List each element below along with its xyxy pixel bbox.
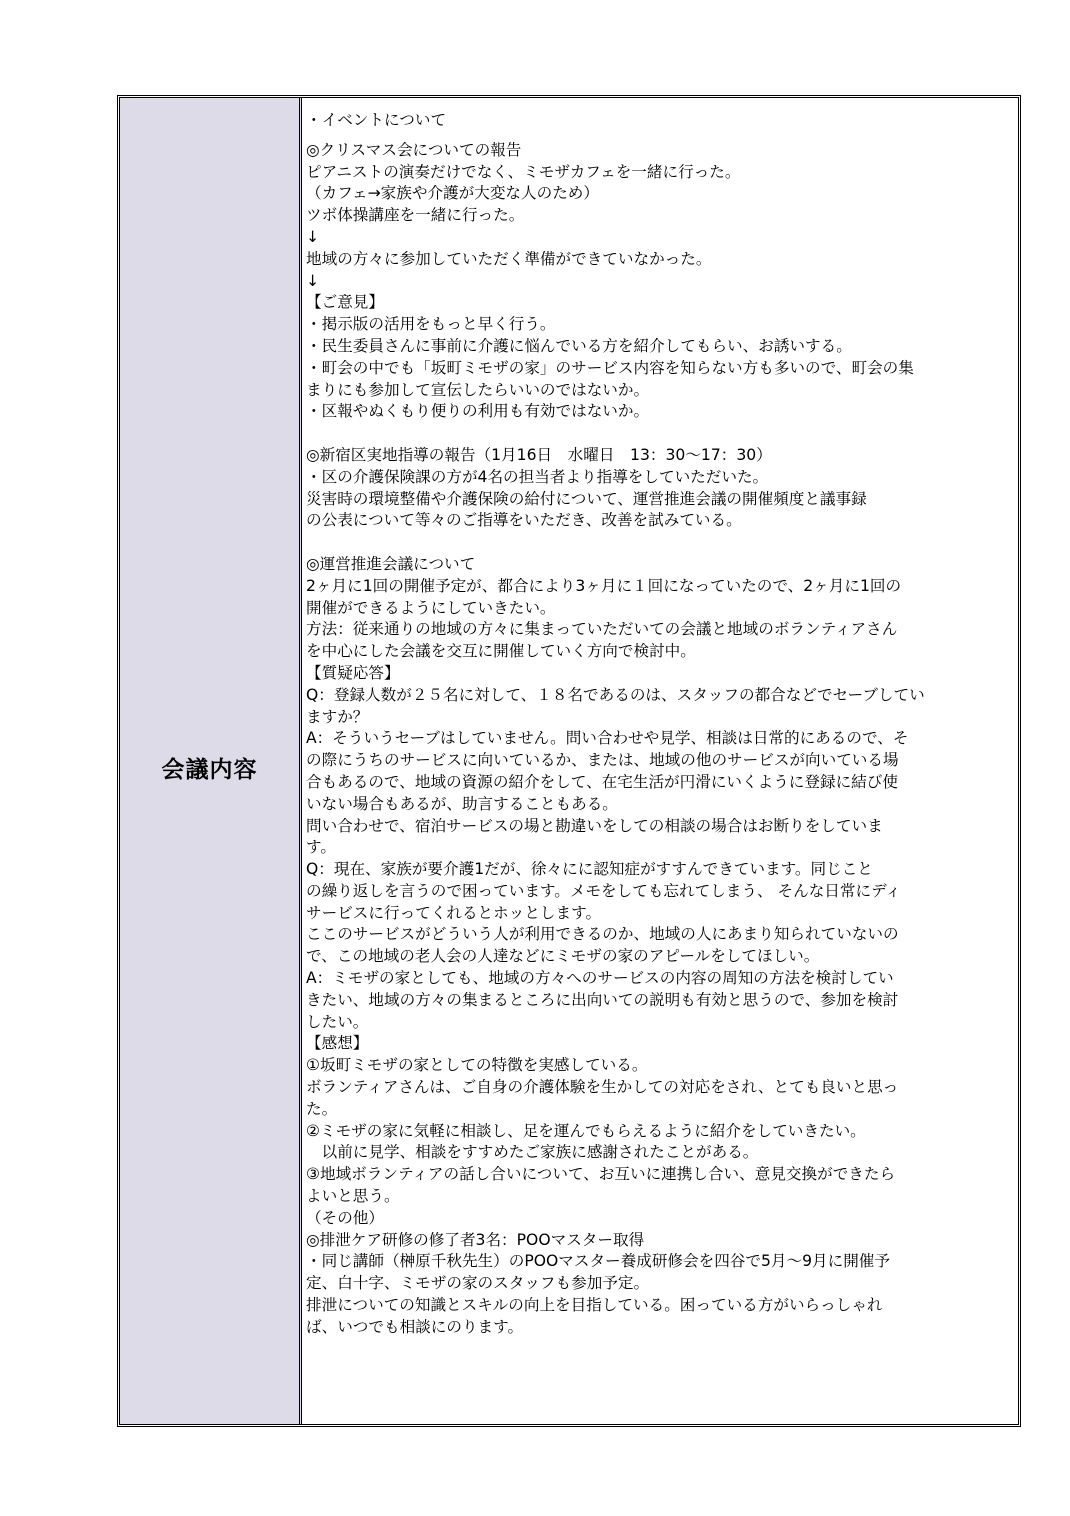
content-line: 合もあるので、地域の資源の紹介をして、在宅生活が円滑にいくように登録に結び使 [306,772,898,791]
content-line: の際にうちのサービスに向いているか、または、地域の他のサービスが向いている場 [306,751,899,770]
content-line: （その他） [306,1208,384,1227]
content-line: の公表について等々のご指導をいただき、改善を試みている。 [306,511,742,530]
content-cell [302,98,1018,1424]
content-line: まりにも参加して宣伝したらいいのではないか。 [306,380,650,399]
content-line: ば、いつでも相談にのります。 [306,1317,524,1336]
content-line: ・イベントについて [306,111,447,129]
content-line: ボランティアさんは、ご自身の介護体験を生かしての対応をされ、とても良いと思っ [306,1078,899,1097]
content-line [306,532,1010,554]
content-line: 以前に見学、相談をすすめたご家族に感謝されたことがある。 [306,1143,759,1162]
content-line: ◎運営推進会議について [306,554,476,573]
content-line: ツボ体操講座を一緒に行った。 [306,206,525,225]
content-line: 排泄についての知識とスキルの向上を目指している。困っている方がいらっしゃれ [306,1296,883,1315]
label-cell [120,98,302,1424]
content-line: 2ヶ月に1回の開催予定が、都合により3ヶ月に１回になっていたので、2ヶ月に1回の [306,576,902,595]
content-line: ・民生委員さんに事前に介護に悩んでいる方を紹介してもらい、お誘いする。 [306,336,852,355]
content-line: ・区の介護保険課の方が4名の担当者より指導をしていただいた。 [306,467,769,486]
content-line: ◎排泄ケア研修の修了者3名：POOマスター取得 [306,1230,645,1249]
content-line: よいと思う。 [306,1187,400,1206]
content-line: 【質疑応答】 [306,663,400,682]
content-line: ・区報やぬくもり便りの利用も有効ではないか。 [306,402,650,421]
content-line: ②ミモザの家に気軽に相談し、足を運んでもらえるように紹介をしていきたい。 [306,1121,866,1140]
content-line [306,423,1010,445]
content-line: ↓ [306,271,320,290]
content-line: ↓ [306,227,320,246]
content-line: ここのサービスがどういう人が利用できるのか、地域の人にあまり知られていないの [306,925,899,944]
content-line: 【ご意見】 [306,293,384,312]
section-label: 会議内容 [161,756,258,783]
content-line: A：ミモザの家としても、地域の方々へのサービスの内容の周知の方法を検討してい [306,969,894,988]
content-line: A：そういうセーブはしていません。問い合わせや見学、相談は日常的にあるので、そ [306,729,909,748]
content-line: 定、白十字、ミモザの家のスタッフも参加予定。 [306,1274,650,1293]
content-line: を中心にした会議を交互に開催していく方向で検討中。 [306,642,696,661]
content-line: 問い合わせで、宿泊サービスの場と勘違いをしての相談の場合はお断りをしていま [306,816,883,835]
content-line: の繰り返しを言うので困っています。メモをしても忘れてしまう、 そんな日常にディ [306,881,902,900]
content-line: Q：現在、家族が要介護1だが、徐々にに認知症がすすんできています。同じこと [306,860,873,879]
content-line: ・町会の中でも「坂町ミモザの家」のサービス内容を知らない方も多いので、町会の集 [306,358,914,377]
content-line: したい。 [306,1012,369,1031]
content-line: で、この地域の老人会の人達などにミモザの家のアピールをしてほしい。 [306,947,820,966]
content-line: ・同じ講師（榊原千秋先生）のPOOマスター養成研修会を四谷で5月～9月に開催予 [306,1252,890,1271]
content-line: 方法：従来通りの地域の方々に集まっていただいての会議と地域のボランティアさん [306,620,898,639]
content-line: ・掲示版の活用をもっと早く行う。 [306,315,556,334]
content-line: 地域の方々に参加していただく準備ができていなかった。 [306,249,712,268]
content-line: ①坂町ミモザの家としての特徴を実感している。 [306,1056,648,1075]
content-line: 開催ができるようにしていきたい。 [306,598,556,617]
content-line: ◎新宿区実地指導の報告（1月16日 水曜日 13：30～17：30） [306,445,772,464]
content-line: Q：登録人数が２５名に対して、１８名であるのは、スタッフの都合などでセーブしてい [306,685,925,704]
content-line: きたい、地域の方々の集まるところに出向いての説明も有効と思うので、参加を検討 [306,990,899,1009]
content-line: ③地域ボランティアの話し合いについて、お互いに連携し合い、意見交換ができたら [306,1165,896,1184]
content-line: サービスに行ってくれるとホッとします。 [306,903,602,922]
content-line: いない場合もあるが、助言することもある。 [306,794,618,813]
content-line: ますか？ [306,707,369,726]
content-line: す。 [306,838,336,857]
content-line: ピアニストの演奏だけでなく、ミモザカフェを一緒に行った。 [306,162,741,181]
content-line: （カフェ→家族や介護が大変な人のため） [306,184,599,203]
content-line: 災害時の環境整備や介護保険の給付について、運営推進会議の開催頻度と議事録 [306,489,867,508]
meeting-table [117,95,1021,1427]
content-line: た。 [306,1099,338,1118]
content-line: ◎クリスマス会についての報告 [306,140,522,159]
content-line: 【感想】 [306,1034,369,1053]
